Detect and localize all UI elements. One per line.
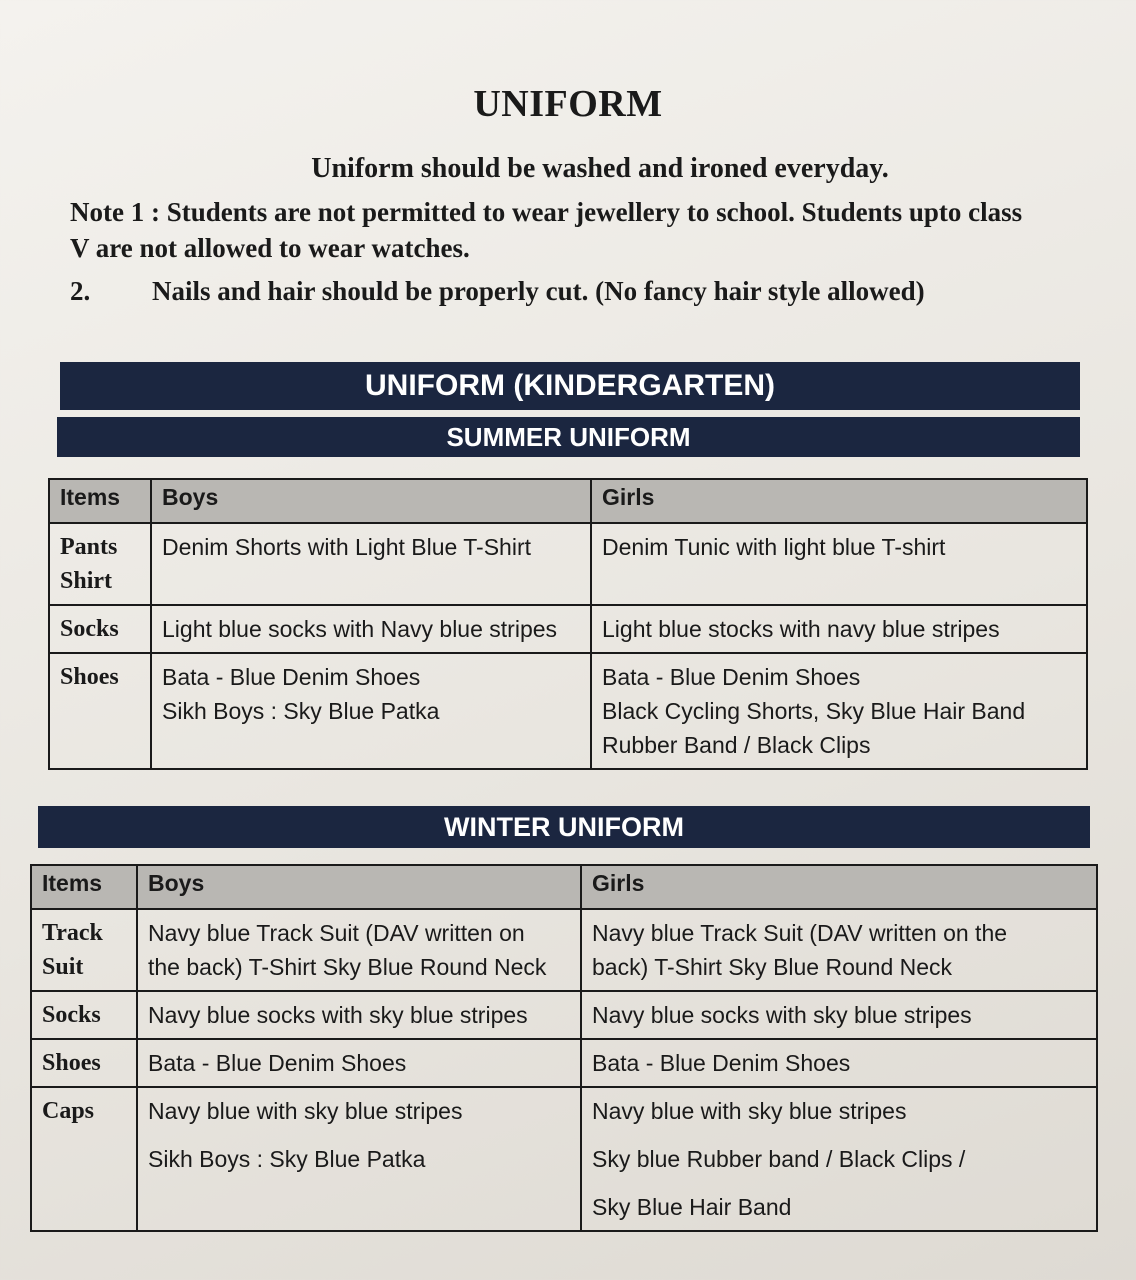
girls-cell (591, 605, 1087, 653)
girls-cell (581, 991, 1097, 1039)
item-label: Shoes (31, 1039, 137, 1087)
boys-text: Navy blue Track Suit (DAV written on (148, 920, 525, 946)
header-boys: Boys (151, 479, 591, 523)
table-row (31, 1087, 1097, 1231)
girls-cell (581, 1039, 1097, 1087)
item-label: Pants Shirt (49, 523, 151, 605)
table-row (49, 653, 1087, 769)
girls-text: Sky Blue Hair Band (592, 1194, 792, 1220)
girls-text: Navy blue Track Suit (DAV written on the (592, 920, 1008, 946)
washing-instruction: Uniform should be washed and ironed everyday. (311, 153, 889, 184)
boys-text: Light blue socks with Navy blue stripes (162, 616, 558, 642)
girls-text: Sky blue Rubber band / Black Clips / (592, 1146, 966, 1172)
girls-cell (581, 909, 1097, 991)
table-row (49, 605, 1087, 653)
note-2-number: 2. (70, 276, 91, 306)
girls-text: Black Cycling Shorts, Sky Blue Hair Band (602, 698, 1026, 724)
table-header-row (49, 479, 1087, 523)
item-label: Socks (49, 605, 151, 653)
table-row (31, 1039, 1097, 1087)
page-title: UNIFORM (473, 83, 663, 125)
winter-uniform-banner: WINTER UNIFORM (38, 806, 1090, 848)
boys-cell (151, 523, 591, 605)
girls-cell (591, 523, 1087, 605)
girls-cell (581, 1087, 1097, 1231)
boys-text: Navy blue with sky blue stripes (148, 1098, 463, 1124)
summer-uniform-banner: SUMMER UNIFORM (57, 417, 1080, 457)
table-row (31, 909, 1097, 991)
boys-text: the back) T-Shirt Sky Blue Round Neck (148, 954, 547, 980)
boys-cell (151, 605, 591, 653)
girls-text: back) T-Shirt Sky Blue Round Neck (592, 954, 953, 980)
table-header-row (31, 865, 1097, 909)
girls-text: Rubber Band / Black Clips (602, 732, 871, 758)
girls-text: Bata - Blue Denim Shoes (602, 664, 861, 690)
girls-text: Light blue stocks with navy blue stripes (602, 616, 1000, 642)
header-items: Items (31, 865, 137, 909)
girls-text: Navy blue socks with sky blue stripes (592, 1002, 972, 1028)
item-label: Socks (31, 991, 137, 1039)
girls-cell (591, 653, 1087, 769)
girls-text: Bata - Blue Denim Shoes (592, 1050, 851, 1076)
item-label: Caps (31, 1087, 137, 1231)
boys-text: Denim Shorts with Light Blue T-Shirt (162, 534, 532, 560)
boys-cell (151, 653, 591, 769)
header-boys: Boys (137, 865, 581, 909)
boys-cell (137, 1087, 581, 1231)
note-1-line-2: V are not allowed to wear watches. (70, 233, 470, 263)
header-items: Items (49, 479, 151, 523)
header-girls: Girls (591, 479, 1087, 523)
header-girls: Girls (581, 865, 1097, 909)
winter-uniform-table (30, 864, 1098, 1232)
boys-text: Sikh Boys : Sky Blue Patka (148, 1146, 426, 1172)
boys-cell (137, 1039, 581, 1087)
boys-text: Sikh Boys : Sky Blue Patka (162, 698, 440, 724)
table-row (49, 523, 1087, 605)
boys-text: Bata - Blue Denim Shoes (148, 1050, 407, 1076)
item-label: Shoes (49, 653, 151, 769)
boys-cell (137, 909, 581, 991)
kindergarten-banner: UNIFORM (KINDERGARTEN) (60, 362, 1080, 410)
boys-text: Bata - Blue Denim Shoes (162, 664, 421, 690)
note-2-text: Nails and hair should be properly cut. (No fancy hair style allowed) (152, 276, 925, 306)
note-1-line-1: Note 1 : Students are not permitted to wear jewellery to school. Students upto class (70, 197, 1023, 227)
boys-cell (137, 991, 581, 1039)
item-label: Track Suit (31, 909, 137, 991)
boys-text: Navy blue socks with sky blue stripes (148, 1002, 528, 1028)
summer-uniform-table (48, 478, 1088, 770)
girls-text: Navy blue with sky blue stripes (592, 1098, 907, 1124)
table-row (31, 991, 1097, 1039)
girls-text: Denim Tunic with light blue T-shirt (602, 534, 946, 560)
